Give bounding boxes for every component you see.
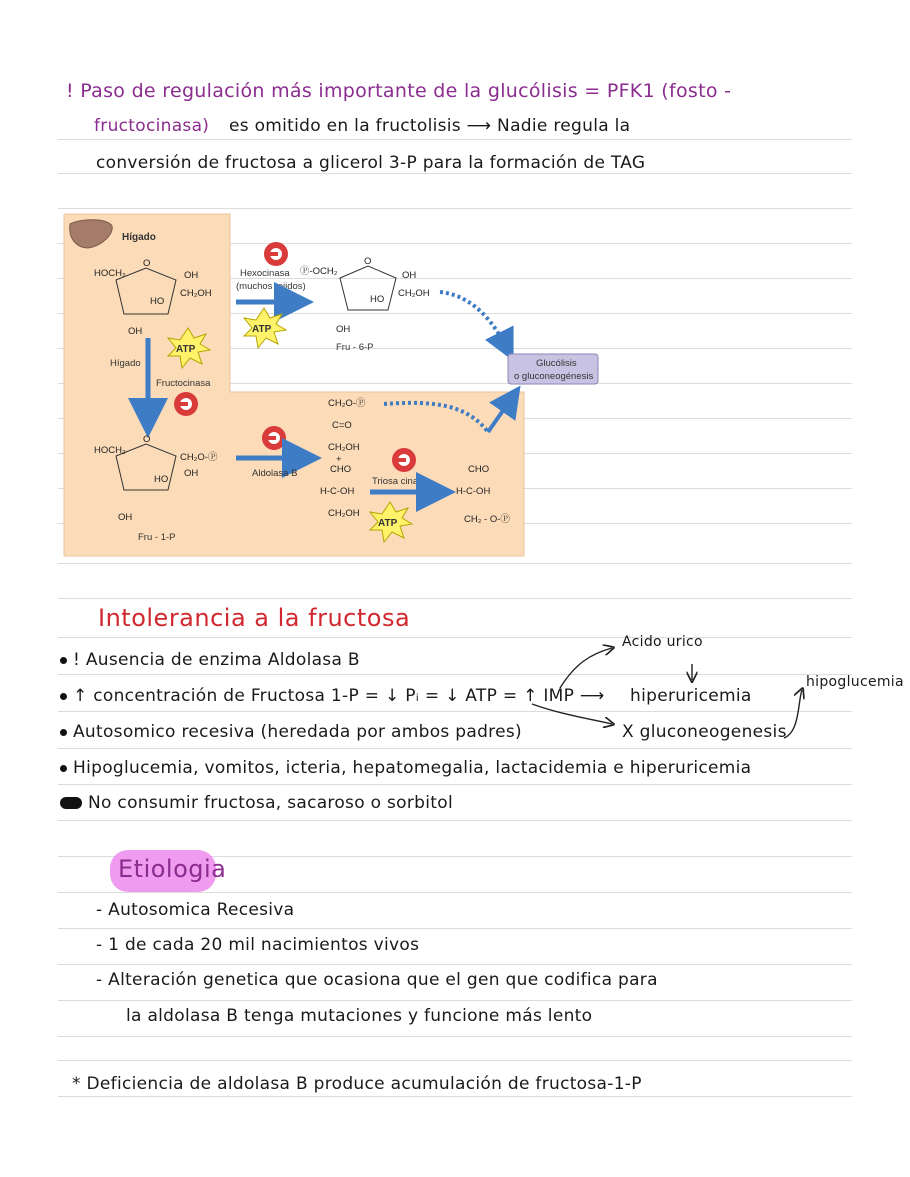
svg-text:HOCH₂: HOCH₂: [94, 445, 126, 456]
svg-text:CH₂OH: CH₂OH: [328, 442, 360, 453]
svg-text:ATP: ATP: [176, 344, 196, 355]
svg-text:CH₂OH: CH₂OH: [180, 288, 212, 299]
svg-text:HO: HO: [150, 296, 165, 307]
svg-text:CH₂O-Ⓟ: CH₂O-Ⓟ: [180, 452, 218, 463]
svg-text:OH: OH: [118, 512, 133, 523]
svg-text:CHO: CHO: [330, 464, 352, 475]
svg-text:HOCH₂: HOCH₂: [94, 268, 126, 279]
note-line-3: conversión de fructosa a glicerol 3-P para la formación de TAG: [96, 153, 646, 173]
bullet-1-text: ! Ausencia de enzima Aldolasa B: [73, 650, 360, 670]
etiologia-item-3a: - Alteración genetica que ocasiona que el gen que codifica para: [96, 970, 658, 990]
footer-note: * Deficiencia de aldolasa B produce acumulación de fructosa-1-P: [72, 1074, 642, 1094]
acido-urico-note: Acido urico: [622, 634, 703, 650]
svg-text:+: +: [336, 454, 342, 465]
svg-text:O: O: [364, 256, 372, 267]
svg-text:HO: HO: [154, 474, 169, 485]
svg-text:O: O: [143, 258, 151, 269]
etiologia-title: Etiologia: [118, 855, 227, 883]
svg-text:OH: OH: [184, 468, 199, 479]
aldolasa-b-label: Aldolasa B: [252, 468, 298, 479]
svg-text:CHO: CHO: [468, 464, 490, 475]
svg-text:C=O: C=O: [332, 420, 352, 431]
svg-text:o gluconeogénesis: o gluconeogénesis: [514, 371, 594, 382]
svg-text:H-C-OH: H-C-OH: [320, 486, 355, 497]
svg-text:CH₂O-Ⓟ: CH₂O-Ⓟ: [328, 398, 366, 409]
fru6p-label: Fru - 6-P: [336, 342, 374, 353]
bullet-5-text: No consumir fructosa, sacaroso o sorbitol: [88, 793, 453, 813]
hiperuricemia-note: hiperuricemia: [630, 686, 752, 706]
intolerancia-title: Intolerancia a la fructosa: [98, 604, 411, 632]
bullet-4-text: Hipoglucemia, vomitos, icteria, hepatomegalia, lactacidemia e hiperuricemia: [73, 758, 752, 778]
svg-text:CH₂ - O-Ⓟ: CH₂ - O-Ⓟ: [464, 514, 510, 525]
arrow-to-hipoglucemia: [784, 690, 802, 738]
liver-label: Hígado: [122, 232, 156, 243]
arrow-to-acido-urico: [560, 648, 612, 688]
note-line-2-rest: es omitido en la fructolisis ⟶ Nadie regula la: [228, 116, 631, 136]
hipoglucemia-side-note: hipoglucemia: [806, 674, 904, 690]
side-liver-label: Hígado: [110, 358, 141, 369]
svg-text:OH: OH: [402, 270, 417, 281]
svg-text:O: O: [143, 434, 151, 445]
etiologia-item-3b: la aldolasa B tenga mutaciones y funcione más lento: [126, 1006, 593, 1026]
svg-text:ATP: ATP: [252, 324, 272, 335]
bullet-2-text: ↑ concentración de Fructosa 1-P = ↓ Pᵢ = ↓ ATP = ↑ IMP ⟶: [73, 686, 605, 706]
note-line-2-term: fructocinasa): [94, 116, 210, 136]
svg-text:OH: OH: [128, 326, 143, 337]
gluconeogenesis-note: X gluconeogenesis: [622, 722, 787, 742]
svg-text:Ⓟ-OCH₂: Ⓟ-OCH₂: [300, 266, 338, 277]
etiologia-item-2: - 1 de cada 20 mil nacimientos vivos: [96, 935, 420, 955]
svg-text:ATP: ATP: [378, 518, 398, 529]
triosa-cinasa-label: Triosa cinasa: [372, 476, 429, 487]
svg-text:OH: OH: [184, 270, 199, 281]
svg-text:CH₂OH: CH₂OH: [398, 288, 430, 299]
arrow-to-gluconeogenesis: [532, 704, 612, 724]
muchos-tejidos-label: (muchos tejidos): [236, 281, 306, 292]
svg-text:OH: OH: [336, 324, 351, 335]
fructocinasa-label: Fructocinasa: [156, 378, 211, 389]
svg-text:Glucólisis: Glucólisis: [536, 358, 577, 369]
etiologia-item-1: - Autosomica Recesiva: [96, 900, 295, 920]
bullet-3-text: Autosomico recesiva (heredada por ambos padres): [73, 722, 522, 742]
note-line-1: ! Paso de regulación más importante de la glucólisis = PFK1 (fosto -: [66, 80, 732, 102]
svg-text:H-C-OH: H-C-OH: [456, 486, 491, 497]
fru1p-label: Fru - 1-P: [138, 532, 176, 543]
hexocinasa-label: Hexocinasa: [240, 268, 290, 279]
svg-text:CH₂OH: CH₂OH: [328, 508, 360, 519]
svg-text:HO: HO: [370, 294, 385, 305]
